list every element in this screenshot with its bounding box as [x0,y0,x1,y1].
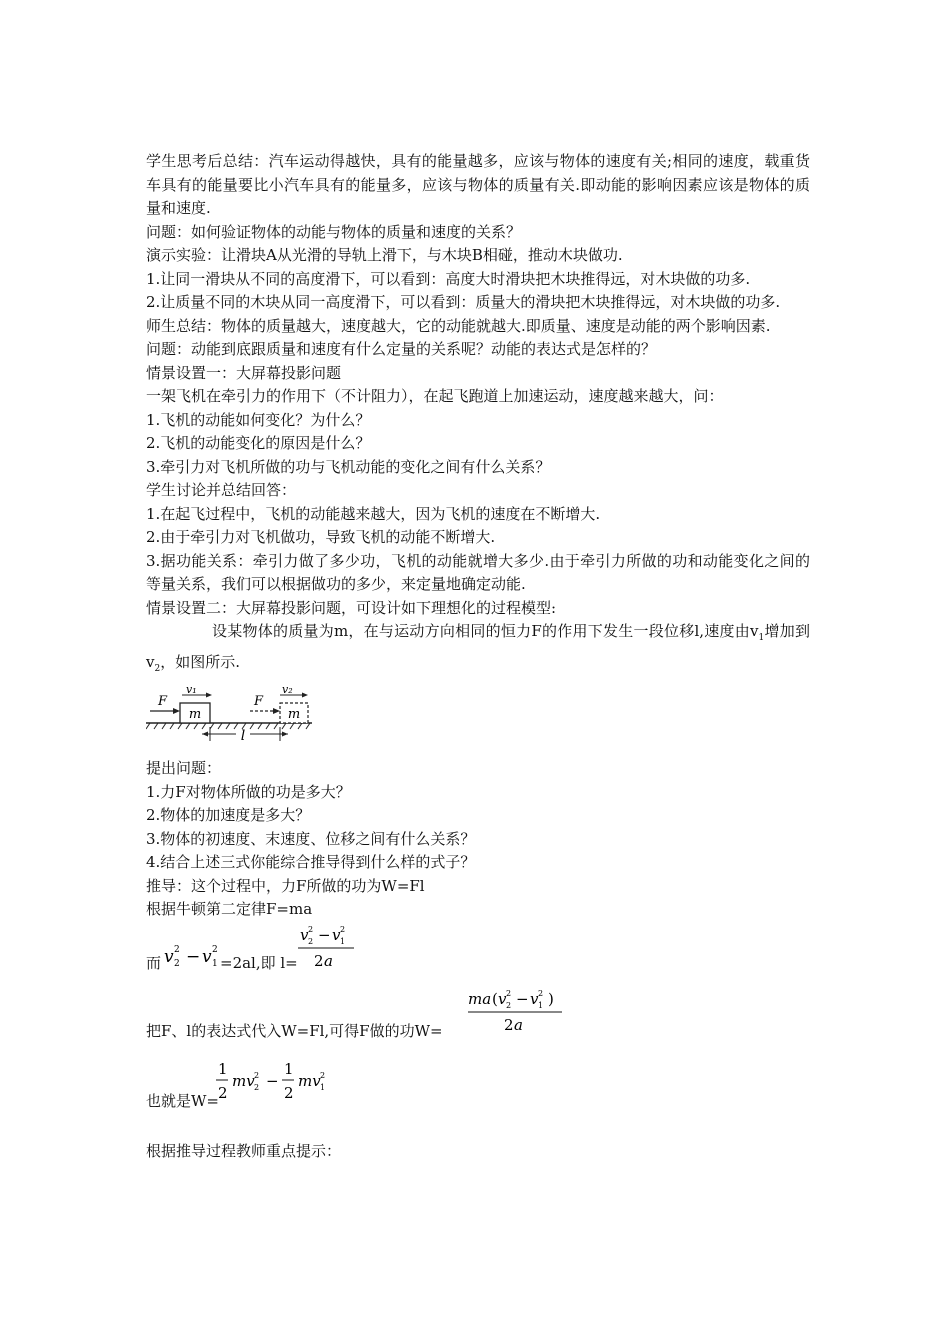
svg-text:v: v [332,925,341,944]
svg-text:2: 2 [340,924,346,934]
svg-text:(: ( [492,989,498,1008]
fraction-work [466,986,566,1038]
paragraph: 提出问题： [146,759,222,777]
paragraph: 问题：动能到底跟质量和速度有什么定量的关系呢？动能的表达式是怎样的？ [146,340,657,358]
svg-text:1: 1 [212,958,218,969]
svg-text:mv: mv [232,1071,255,1090]
svg-text:ma: ma [468,989,492,1008]
paragraph: 1.飞机的动能如何变化？为什么？ [146,410,371,429]
paragraph: 4.结合上述三式你能综合推导得到什么样的式子？ [146,853,476,871]
paragraph: 1.让同一滑块从不同的高度滑下，可以看到：高度大时滑块把木块推得远，对木块做的功多. [146,269,751,288]
svg-text:2: 2 [504,1015,514,1034]
paragraph: 2.飞机的动能变化的原因是什么？ [146,434,371,452]
svg-text:2: 2 [538,988,544,998]
paragraph: 推导：这个过程中，力F所做的功为W=Fl [146,876,425,895]
paragraph: 2.物体的加速度是多大？ [146,806,311,824]
paragraph: 问题：如何验证物体的动能与物体的质量和速度的关系？ [146,222,522,241]
paragraph: 1.在起飞过程中，飞机的动能越来越大，因为飞机的速度在不断增大. [146,504,601,523]
paragraph: 情景设置一：大屏幕投影问题 [146,363,342,382]
svg-text:2: 2 [254,1082,260,1092]
svg-text:a: a [514,1015,523,1034]
svg-text:v: v [498,989,507,1008]
paragraph: 2.由于牵引力对飞机做功，导致飞机的动能不断增大. [146,528,496,546]
force-label: F [254,694,264,709]
text: 也就是W= [146,1091,219,1110]
paragraph: 1.力F对物体所做的功是多大？ [146,782,351,801]
svg-text:2: 2 [308,924,314,934]
paragraph: 一架飞机在牵引力的作用下（不计阻力），在起飞跑道上加速运动，速度越来越大，问： [146,387,724,405]
svg-text:1: 1 [320,1082,326,1092]
paragraph: 师生总结：物体的质量越大，速度越大，它的动能就越大.即质量、速度是动能的两个影响因素. [146,316,771,335]
text: 把F、l的表达式代入W=Fl,可得F做的功W= [146,1021,443,1040]
svg-text:2: 2 [314,951,324,970]
svg-text:v: v [164,946,174,967]
svg-text:−: − [318,925,331,944]
paragraph: 2.让质量不同的木块从同一高度滑下，可以看到：质量大的滑块把木块推得远，对木块做的功多. [146,293,781,311]
svg-text:2: 2 [506,1000,512,1010]
svg-text:mv: mv [298,1071,321,1090]
formula-v2-minus-v1 [162,942,226,972]
text: ，如图所示. [160,652,240,671]
svg-text:−: − [186,946,201,967]
questions [146,757,810,922]
svg-text:2: 2 [254,1070,260,1080]
displacement-label: l [240,728,246,744]
paragraph: 根据牛顿第二定律F=ma [146,900,313,918]
svg-text:a: a [324,951,333,970]
equation-kinetic-energy [146,1058,810,1114]
paragraph: 学生思考后总结：汽车运动得越快，具有的能量越多，应该与物体的速度有关;相同的速度，载重货车具有的能量要比小汽车具有的能量多，应该与物体的质量有关.即动能的影响因素应该是物体的质量和速度. [146,152,810,217]
text: 设某物体的质量为m，在与运动方向相同的恒力F的作用下发生一段位移l,速度由v [212,622,759,640]
paragraph: 演示实验：让滑块A从光滑的导轨上滑下，与木块B相碰，推动木块做功. [146,246,623,264]
v2-label: v₂ [282,685,293,696]
subscript: 1 [758,633,765,643]
svg-text:v: v [202,946,212,967]
block-force-diagram [146,685,314,747]
paragraph: 3.牵引力对飞机所做的功与飞机动能的变化之间有什么关系？ [146,457,551,476]
svg-text:1: 1 [218,1059,228,1078]
svg-text:2: 2 [174,958,180,969]
svg-text:2: 2 [308,936,314,946]
equation-kinematics [146,924,810,976]
formula-energy-difference [214,1058,334,1112]
svg-text:2: 2 [218,1083,228,1102]
svg-text:1: 1 [340,936,346,946]
document-body [146,150,810,1163]
text: 增加到v [146,622,810,671]
top-paragraphs [146,150,810,620]
force-label: F [158,694,168,709]
v1-label: v₁ [186,685,197,696]
fraction-l [296,924,360,974]
paragraph: 3.物体的初速度、末速度、位移之间有什么关系？ [146,829,476,848]
svg-text:2: 2 [506,988,512,998]
svg-text:1: 1 [538,1000,544,1010]
paragraph: 学生讨论并总结回答： [146,481,297,499]
svg-text:1: 1 [284,1059,294,1078]
mass-label: m [188,707,202,722]
mass-label: m [287,707,301,722]
svg-text:2: 2 [212,944,218,955]
paragraph: 根据推导过程教师重点提示： [146,1141,342,1160]
equation-work [146,986,810,1048]
svg-text:−: − [516,989,529,1008]
svg-text:v: v [530,989,539,1008]
paragraph: 3.据功能关系：牵引力做了多少功，飞机的动能就增大多少.由于牵引力所做的功和动能变化之间的等量关系，我们可以根据做功的多少，来定量地确定动能. [146,551,810,593]
svg-text:): ) [548,989,554,1008]
svg-text:2: 2 [284,1083,294,1102]
svg-text:2: 2 [320,1070,326,1080]
svg-text:2: 2 [174,944,180,955]
svg-text:−: − [266,1071,279,1090]
text: 而 [146,953,162,972]
svg-text:v: v [300,925,309,944]
text: =2al,即 l= [220,953,298,972]
paragraph: 情景设置二：大屏幕投影问题，可设计如下理想化的过程模型: [146,598,557,617]
subscript: 2 [154,663,161,674]
model-description [146,620,810,681]
